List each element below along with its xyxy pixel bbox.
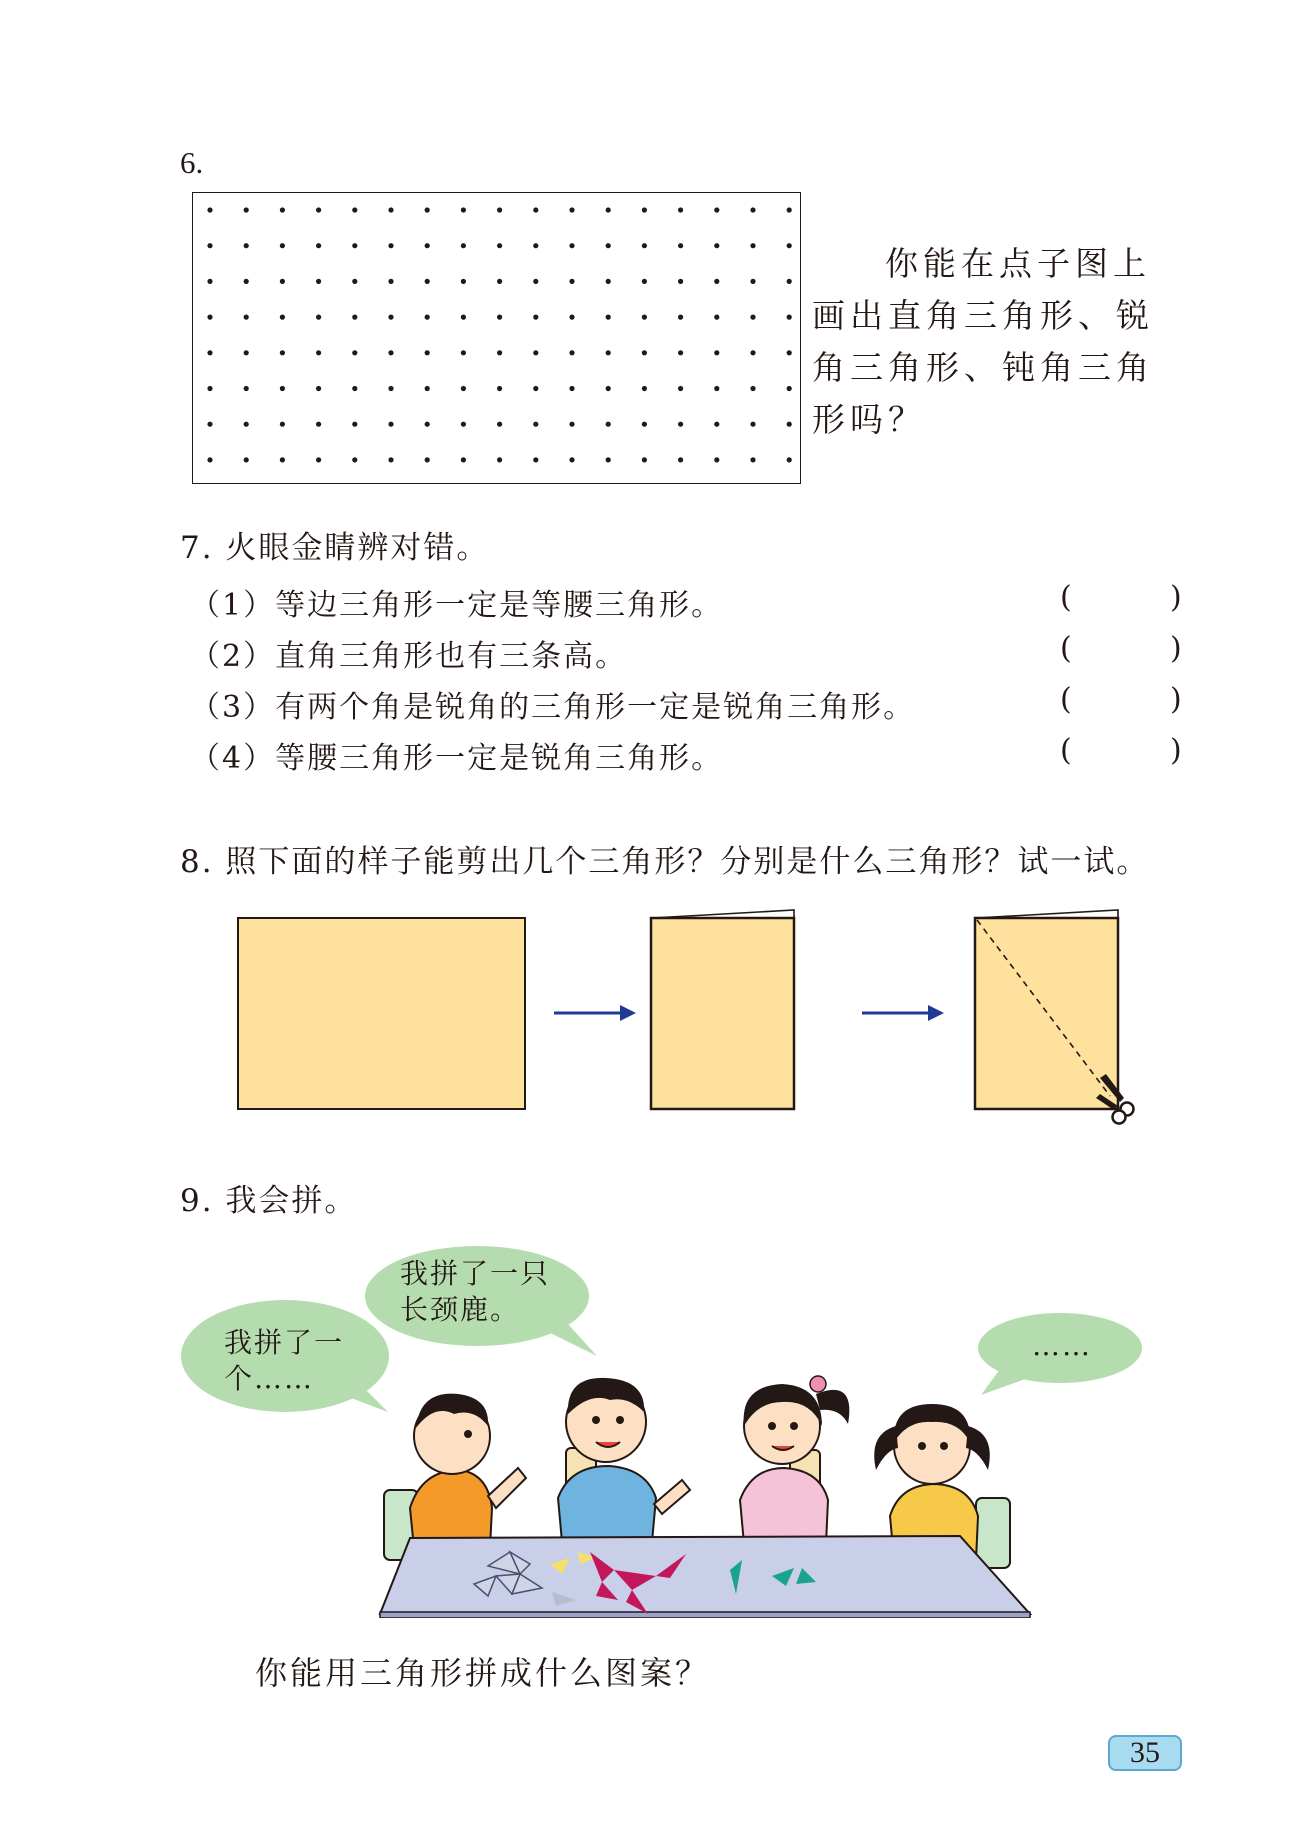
grid-dot[interactable] [280, 457, 285, 462]
grid-dot[interactable] [244, 243, 249, 248]
grid-dot[interactable] [244, 350, 249, 355]
grid-dot[interactable] [425, 350, 430, 355]
grid-dot[interactable] [678, 422, 683, 427]
grid-dot[interactable] [606, 386, 611, 391]
q9-question: 你能用三角形拼成什么图案？ [255, 1654, 711, 1692]
grid-dot[interactable] [425, 457, 430, 462]
grid-dot[interactable] [352, 279, 357, 284]
grid-dot[interactable] [425, 422, 430, 427]
grid-dot[interactable] [569, 350, 574, 355]
bubble-line: 长颈鹿。 [400, 1293, 521, 1326]
q9-title: 9. 我会拼。 [180, 1183, 358, 1219]
grid-dot[interactable] [714, 350, 719, 355]
grid-dot[interactable] [461, 207, 466, 212]
tf-item [190, 682, 1190, 732]
grid-dot[interactable] [207, 279, 212, 284]
grid-dot[interactable] [569, 207, 574, 212]
grid-dot[interactable] [316, 386, 321, 391]
grid-dot[interactable] [388, 422, 393, 427]
grid-dot[interactable] [497, 243, 502, 248]
grid-dot[interactable] [750, 386, 755, 391]
grid-dot[interactable] [497, 207, 502, 212]
grid-dot[interactable] [352, 315, 357, 320]
grid-dot[interactable] [316, 350, 321, 355]
grid-dot[interactable] [714, 207, 719, 212]
arrow-right-icon [552, 1000, 637, 1026]
grid-dot[interactable] [388, 243, 393, 248]
grid-dot[interactable] [352, 350, 357, 355]
grid-dot[interactable] [642, 386, 647, 391]
grid-dot[interactable] [569, 386, 574, 391]
grid-dot[interactable] [497, 386, 502, 391]
paper-sheet-cut-line [972, 906, 1152, 1128]
grid-dot[interactable] [207, 386, 212, 391]
grid-dot[interactable] [497, 422, 502, 427]
grid-dot[interactable] [787, 279, 792, 284]
grid-dot[interactable] [714, 243, 719, 248]
grid-dot[interactable] [280, 315, 285, 320]
grid-dot[interactable] [787, 386, 792, 391]
grid-dot[interactable] [207, 350, 212, 355]
grid-dot[interactable] [461, 457, 466, 462]
grid-dot[interactable] [750, 457, 755, 462]
grid-dot[interactable] [388, 457, 393, 462]
grid-dot[interactable] [569, 422, 574, 427]
grid-dot[interactable] [244, 386, 249, 391]
grid-dot[interactable] [533, 350, 538, 355]
grid-dot[interactable] [714, 422, 719, 427]
answer-paren-open[interactable]: ( [1060, 631, 1072, 666]
answer-paren-open[interactable]: ( [1060, 733, 1072, 768]
grid-dot[interactable] [207, 315, 212, 320]
grid-dot[interactable] [533, 386, 538, 391]
grid-dot[interactable] [497, 315, 502, 320]
grid-dot[interactable] [207, 207, 212, 212]
grid-dot[interactable] [461, 386, 466, 391]
q8-title: 8. 照下面的样子能剪出几个三角形？分别是什么三角形？试一试。 [180, 844, 1150, 880]
grid-dot[interactable] [352, 457, 357, 462]
grid-dot[interactable] [606, 315, 611, 320]
grid-dot[interactable] [750, 315, 755, 320]
grid-dot[interactable] [497, 350, 502, 355]
grid-dot[interactable] [280, 386, 285, 391]
grid-dot[interactable] [714, 386, 719, 391]
answer-paren-close[interactable]: ) [1170, 733, 1182, 768]
answer-paren-open[interactable]: ( [1060, 580, 1072, 615]
grid-dot[interactable] [388, 386, 393, 391]
q6-line: 形吗？ [812, 400, 926, 439]
grid-dot[interactable] [461, 350, 466, 355]
bubble-line: 个…… [224, 1362, 315, 1395]
grid-dot[interactable] [642, 422, 647, 427]
page-number: 35 [1108, 1735, 1182, 1771]
grid-dot[interactable] [750, 243, 755, 248]
grid-dot[interactable] [714, 457, 719, 462]
answer-paren-open[interactable]: ( [1060, 682, 1072, 717]
tf-statement: （4）等腰三角形一定是锐角三角形。 [190, 741, 724, 776]
dot-grid-dots [193, 193, 799, 482]
grid-dot[interactable] [750, 279, 755, 284]
grid-dot[interactable] [606, 243, 611, 248]
grid-dot[interactable] [606, 457, 611, 462]
tf-statement: （2）直角三角形也有三条高。 [190, 639, 628, 674]
grid-dot[interactable] [569, 315, 574, 320]
grid-dot[interactable] [533, 315, 538, 320]
q7-title: 7. 火眼金睛辨对错。 [180, 530, 490, 566]
grid-dot[interactable] [316, 315, 321, 320]
grid-dot[interactable] [606, 422, 611, 427]
children-at-table-illustration [370, 1338, 1050, 1618]
q6-prompt [812, 238, 1177, 446]
bubble-middle-text [400, 1256, 550, 1328]
grid-dot[interactable] [461, 315, 466, 320]
bubble-line: 我拼了一只 [400, 1257, 551, 1290]
tf-statement: （1）等边三角形一定是等腰三角形。 [190, 588, 724, 623]
grid-dot[interactable] [606, 207, 611, 212]
grid-dot[interactable] [461, 279, 466, 284]
grid-dot[interactable] [787, 243, 792, 248]
grid-dot[interactable] [569, 243, 574, 248]
grid-dot[interactable] [533, 279, 538, 284]
grid-dot[interactable] [787, 422, 792, 427]
grid-dot[interactable] [750, 207, 755, 212]
q6-line: 角三角形、钝角三角 [812, 348, 1154, 387]
tf-statement: （3）有两个角是锐角的三角形一定是锐角三角形。 [190, 690, 916, 725]
bubble-line: 我拼了一 [224, 1326, 345, 1359]
grid-dot[interactable] [244, 279, 249, 284]
grid-dot[interactable] [642, 315, 647, 320]
grid-dot[interactable] [533, 422, 538, 427]
answer-paren-close[interactable]: ) [1170, 682, 1182, 717]
grid-dot[interactable] [642, 457, 647, 462]
grid-dot[interactable] [352, 386, 357, 391]
grid-dot[interactable] [678, 315, 683, 320]
grid-dot[interactable] [316, 457, 321, 462]
grid-dot[interactable] [316, 279, 321, 284]
grid-dot[interactable] [533, 457, 538, 462]
grid-dot[interactable] [425, 315, 430, 320]
grid-dot[interactable] [750, 350, 755, 355]
grid-dot[interactable] [787, 350, 792, 355]
grid-dot[interactable] [714, 279, 719, 284]
grid-dot[interactable] [678, 243, 683, 248]
grid-dot[interactable] [388, 207, 393, 212]
grid-dot[interactable] [207, 457, 212, 462]
grid-dot[interactable] [425, 243, 430, 248]
grid-dot[interactable] [425, 386, 430, 391]
q6-number: 6. [180, 145, 204, 180]
tf-item [190, 733, 1190, 783]
grid-dot[interactable] [352, 422, 357, 427]
grid-dot[interactable] [244, 422, 249, 427]
grid-dot[interactable] [352, 207, 357, 212]
grid-dot[interactable] [316, 422, 321, 427]
grid-dot[interactable] [497, 279, 502, 284]
grid-dot[interactable] [533, 243, 538, 248]
grid-dot[interactable] [750, 422, 755, 427]
grid-dot[interactable] [388, 279, 393, 284]
grid-dot[interactable] [280, 350, 285, 355]
paper-sheet-folded [648, 906, 798, 1112]
grid-dot[interactable] [425, 207, 430, 212]
arrow-right-icon [860, 1000, 945, 1026]
q6-line: 你能在点子图上 [885, 244, 1151, 283]
grid-dot[interactable] [280, 279, 285, 284]
grid-dot[interactable] [388, 315, 393, 320]
grid-dot[interactable] [678, 457, 683, 462]
answer-paren-close[interactable]: ) [1170, 580, 1182, 615]
grid-dot[interactable] [533, 207, 538, 212]
bubble-right-text: …… [1032, 1329, 1092, 1362]
bubble-left-text [224, 1325, 344, 1397]
grid-dot[interactable] [642, 207, 647, 212]
grid-dot[interactable] [497, 457, 502, 462]
grid-dot[interactable] [244, 457, 249, 462]
grid-dot[interactable] [352, 243, 357, 248]
grid-dot[interactable] [207, 422, 212, 427]
q6-line: 画出直角三角形、锐 [812, 296, 1154, 335]
grid-dot[interactable] [642, 243, 647, 248]
grid-dot[interactable] [388, 350, 393, 355]
grid-dot[interactable] [569, 279, 574, 284]
grid-dot[interactable] [678, 279, 683, 284]
grid-dot[interactable] [642, 279, 647, 284]
grid-dot[interactable] [606, 279, 611, 284]
grid-dot[interactable] [642, 350, 647, 355]
tf-item [190, 631, 1190, 681]
grid-dot[interactable] [787, 457, 792, 462]
grid-dot[interactable] [244, 315, 249, 320]
grid-dot[interactable] [569, 457, 574, 462]
grid-dot[interactable] [280, 243, 285, 248]
tf-item [190, 580, 1190, 630]
answer-paren-close[interactable]: ) [1170, 631, 1182, 666]
grid-dot[interactable] [461, 422, 466, 427]
grid-dot[interactable] [606, 350, 611, 355]
grid-dot[interactable] [678, 350, 683, 355]
grid-dot[interactable] [316, 207, 321, 212]
grid-dot[interactable] [244, 207, 249, 212]
grid-dot[interactable] [280, 422, 285, 427]
grid-dot[interactable] [207, 243, 212, 248]
grid-dot[interactable] [425, 279, 430, 284]
dot-grid [192, 192, 801, 484]
grid-dot[interactable] [678, 386, 683, 391]
paper-sheet-flat [237, 917, 526, 1110]
grid-dot[interactable] [787, 207, 792, 212]
grid-dot[interactable] [714, 315, 719, 320]
grid-dot[interactable] [316, 243, 321, 248]
grid-dot[interactable] [461, 243, 466, 248]
grid-dot[interactable] [787, 315, 792, 320]
grid-dot[interactable] [678, 207, 683, 212]
grid-dot[interactable] [280, 207, 285, 212]
